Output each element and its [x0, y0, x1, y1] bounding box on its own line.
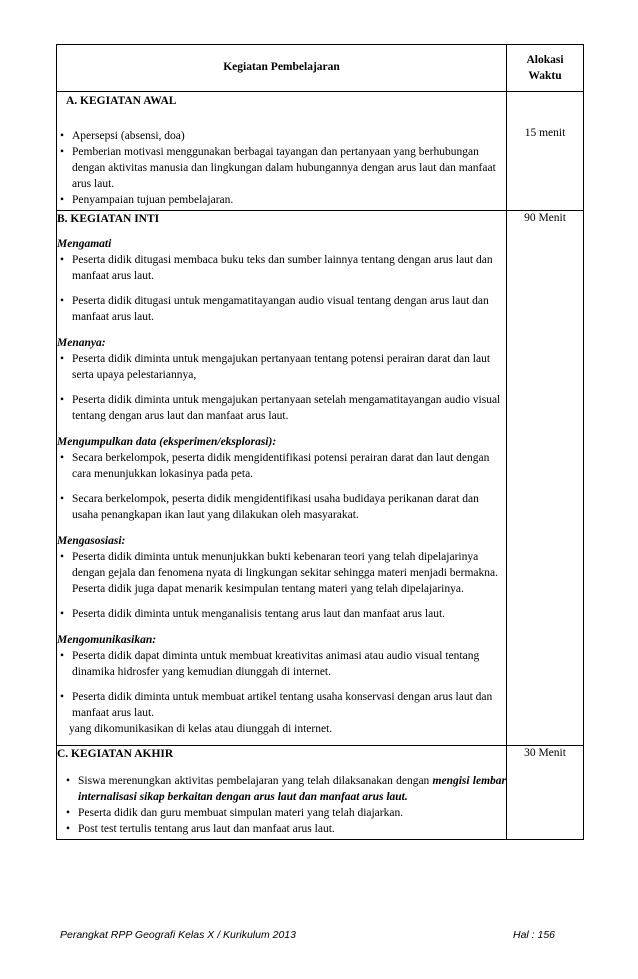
lesson-activity-table — [56, 44, 584, 840]
footer-document-title: Perangkat RPP Geografi Kelas X / Kurikulum 2013 — [60, 929, 296, 941]
header-activity-cell — [57, 45, 507, 92]
list-item: • Peserta didik diminta untuk mengajukan pertanyaan tentang potensi perairan darat dan laut serta upaya pelestariannya, — [57, 351, 506, 383]
section-inti-row — [57, 211, 584, 746]
subheading-mengasosiasi: Mengasosiasi: — [57, 535, 126, 547]
section-awal-title: A. KEGIATAN AWAL — [66, 95, 177, 107]
subheading-menanya: Menanya: — [57, 337, 106, 349]
mengamati-list — [57, 252, 506, 325]
list-item: • Pemberian motivasi menggunakan berbagai tayangan dan pertanyaan yang berhubungan dengan aktivitas manusia dan lingkungan dalam hubungannya dengan arus laut dan manfaat arus laut. — [57, 144, 506, 192]
mengumpulkan-list — [57, 450, 506, 523]
list-item: • Peserta didik diminta untuk membuat artikel tentang usaha konservasi dengan arus laut dan manfaat arus laut. — [57, 689, 506, 721]
list-item: • Peserta didik diminta untuk menunjukkan bukti kebenaran teori yang telah dipelajarinya dengan gejala dan fenomena nyata di lingkungan sekitar sehingga materi menjadi bermakna. Peserta didik juga dapat menarik kesimpulan tentang materi yang telah dipelajarinya. — [57, 549, 506, 597]
section-awal-row — [57, 92, 584, 211]
list-item: • Peserta didik ditugasi membaca buku teks dan sumber lainnya tentang dengan arus laut dan manfaat arus laut. — [57, 252, 506, 284]
akhir-list — [57, 773, 506, 837]
section-akhir-row — [57, 746, 584, 840]
list-item: • Penyampaian tujuan pembelajaran. — [57, 192, 506, 208]
table-header-row — [57, 45, 584, 92]
section-akhir-time-cell — [507, 746, 584, 840]
akhir-item1-text: Siswa merenungkan aktivitas pembelajaran yang telah dilaksanakan dengan — [78, 775, 433, 787]
list-item: • Secara berkelompok, peserta didik mengidentifikasi usaha budidaya perikanan darat dan usaha penangkapan ikan laut yang dilakukan oleh masyarakat. — [57, 491, 506, 523]
list-item: • Secara berkelompok, peserta didik mengidentifikasi potensi perairan darat dan laut dengan cara menunjukkan lokasinya pada peta. — [57, 450, 506, 482]
section-awal-time-cell — [507, 92, 584, 211]
section-akhir-time: 30 Menit — [524, 747, 566, 759]
header-time-line2: Waktu — [528, 70, 562, 82]
section-akhir-cell — [57, 746, 507, 840]
awal-list — [57, 128, 506, 208]
mengomunikasikan-list — [57, 648, 506, 721]
section-inti-title: B. KEGIATAN INTI — [57, 213, 160, 225]
subheading-mengomunikasikan: Mengomunikasikan: — [57, 634, 157, 646]
mengasosiasi-list — [57, 549, 506, 622]
list-item — [63, 773, 506, 805]
section-awal-time: 15 menit — [524, 127, 566, 139]
list-item: • Peserta didik dapat diminta untuk membuat kreativitas animasi atau audio visual tentang dinamika hidrosfer yang kemudian diunggah di internet. — [57, 648, 506, 680]
section-inti-time: 90 Menit — [524, 212, 566, 224]
list-item: • Peserta didik diminta untuk mengajukan pertanyaan setelah mengamatitayangan audio visual tentang dengan arus laut dan manfaat arus laut. — [57, 392, 506, 424]
footer-page-number: Hal : 156 — [513, 929, 556, 941]
list-item: • Apersepsi (absensi, doa) — [57, 128, 506, 144]
section-inti-time-cell — [507, 211, 584, 746]
section-akhir-title: C. KEGIATAN AKHIR — [57, 748, 174, 760]
section-awal-cell — [57, 92, 507, 211]
mengomunikasikan-trailing-text: yang dikomunikasikan di kelas atau diunggah di internet. — [69, 723, 333, 735]
akhir-item1-emphasis: mengisi lembar internalisasi sikap berkaitan dengan arus laut dan manfaat arus laut. — [78, 775, 506, 803]
header-activity-label: Kegiatan Pembelajaran — [223, 61, 340, 73]
menanya-list — [57, 351, 506, 424]
subheading-mengumpulkan: Mengumpulkan data (eksperimen/eksplorasi): — [57, 436, 277, 448]
subheading-mengamati: Mengamati — [57, 238, 112, 250]
header-time-line1: Alokasi — [526, 54, 564, 66]
list-item: • Peserta didik ditugasi untuk mengamatitayangan audio visual tentang dengan arus laut dan manfaat arus laut. — [57, 293, 506, 325]
section-inti-cell — [57, 211, 507, 746]
list-item: • Peserta didik dan guru membuat simpulan materi yang telah diajarkan. — [63, 805, 506, 821]
header-time-cell — [507, 45, 584, 92]
list-item: • Post test tertulis tentang arus laut dan manfaat arus laut. — [63, 821, 506, 837]
list-item: • Peserta didik diminta untuk menganalisis tentang arus laut dan manfaat arus laut. — [57, 606, 506, 622]
